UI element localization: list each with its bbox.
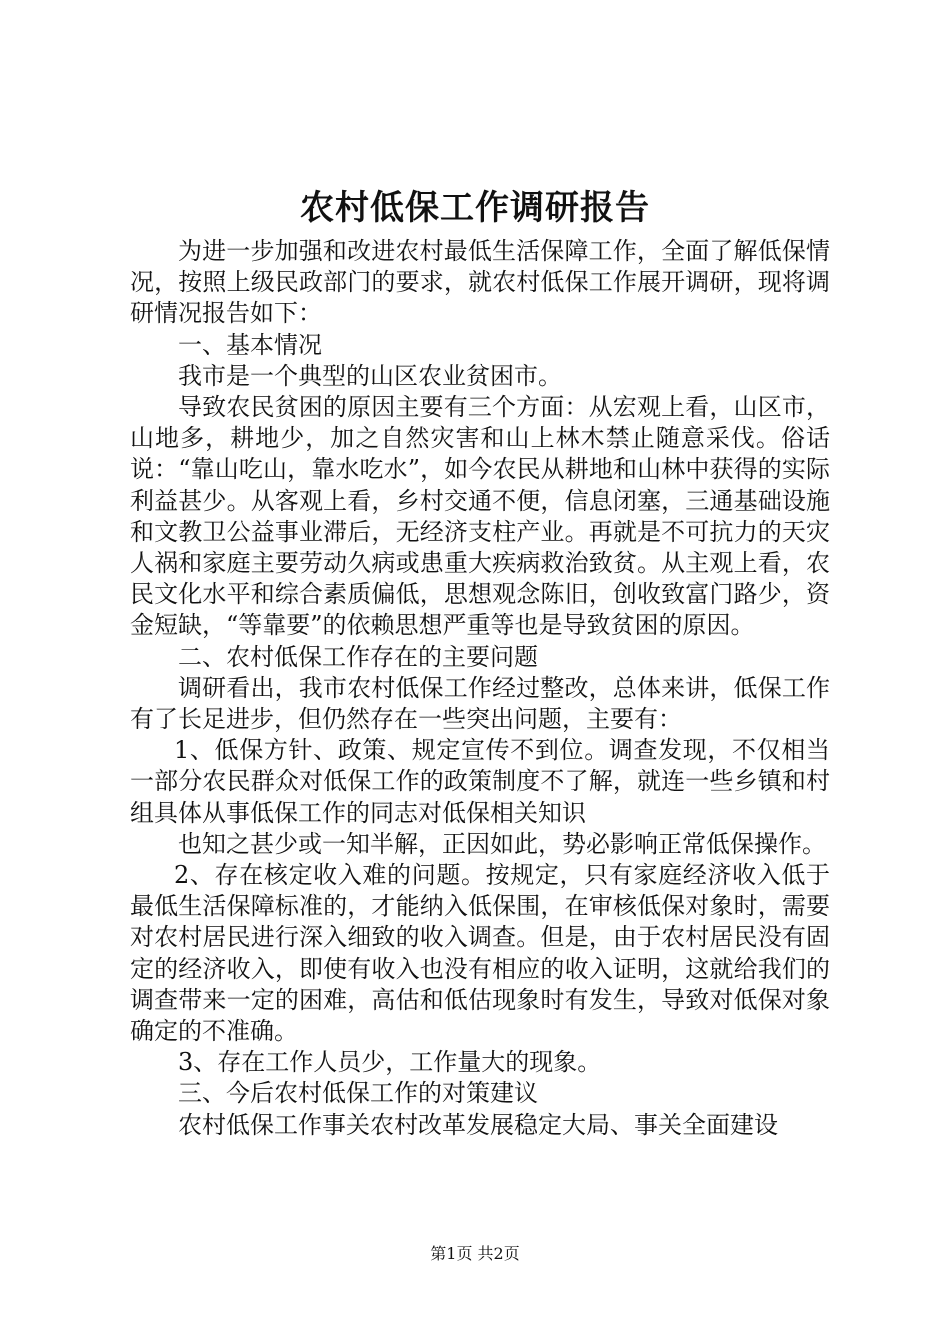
section-heading-2: 二、农村低保工作存在的主要问题 (178, 642, 538, 671)
section-heading-3: 三、今后农村低保工作的对策建议 (178, 1079, 538, 1108)
paragraph: 我市是一个典型的山区农业贫困市。 (178, 361, 562, 390)
paragraph: 也知之甚少或一知半解，正因如此，势必影响正常低保操作。 (178, 829, 826, 858)
paragraph: 调研看出，我市农村低保工作经过整改，总体来讲，低保工作有了长足进步，但仍然存在一些突出问题，主要有： (130, 673, 830, 734)
list-item-1: 1、低保方针、政策、规定宣传不到位。调查发现，不仅相当一部分农民群众对低保工作的政策制度不了解，就连一些乡镇和村组具体从事低保工作的同志对低保相关知识 (130, 736, 830, 827)
list-item-3: 3、存在工作人员少，工作量大的现象。 (178, 1048, 602, 1077)
list-item-2: 2、存在核定收入难的问题。按规定，只有家庭经济收入低于最低生活保障标准的，才能纳入低保围，在审核低保对象时，需要对农村居民进行深入细致的收入调查。但是，由于农村居民没有固定的经济收入，即使有收入也没有相应的收入证明，这就给我们的调查带来一定的困难，高估和低估现象时有发生，导致对低保对象确定的不准确。 (130, 861, 830, 1046)
section-heading-1: 一、基本情况 (178, 330, 322, 359)
document-title: 农村低保工作调研报告 (300, 188, 650, 228)
page-number: 第1页 共2页 (430, 1244, 520, 1263)
paragraph: 导致农民贫困的原因主要有三个方面：从宏观上看，山区市，山地多，耕地少，加之自然灾害和山上林木禁止随意采伐。俗话说：“靠山吃山，靠水吃水”，如今农民从耕地和山林中获得的实际利益甚少。从客观上看，乡村交通不便，信息闭塞，三通基础设施和文教卫公益事业滞后，无经济支柱产业。再就是不可抗力的天灾人祸和家庭主要劳动久病或患重大疾病救治致贫。从主观上看，农民文化水平和综合素质偏低，思想观念陈旧，创收致富门路少，资金短缺，“等靠要”的依赖思想严重等也是导致贫困的原因。 (130, 393, 830, 640)
paragraph-intro: 为进一步加强和改进农村最低生活保障工作，全面了解低保情况，按照上级民政部门的要求，就农村低保工作展开调研，现将调研情况报告如下： (130, 237, 830, 328)
document-body (130, 236, 830, 1141)
paragraph: 农村低保工作事关农村改革发展稳定大局、事关全面建设 (178, 1110, 778, 1139)
